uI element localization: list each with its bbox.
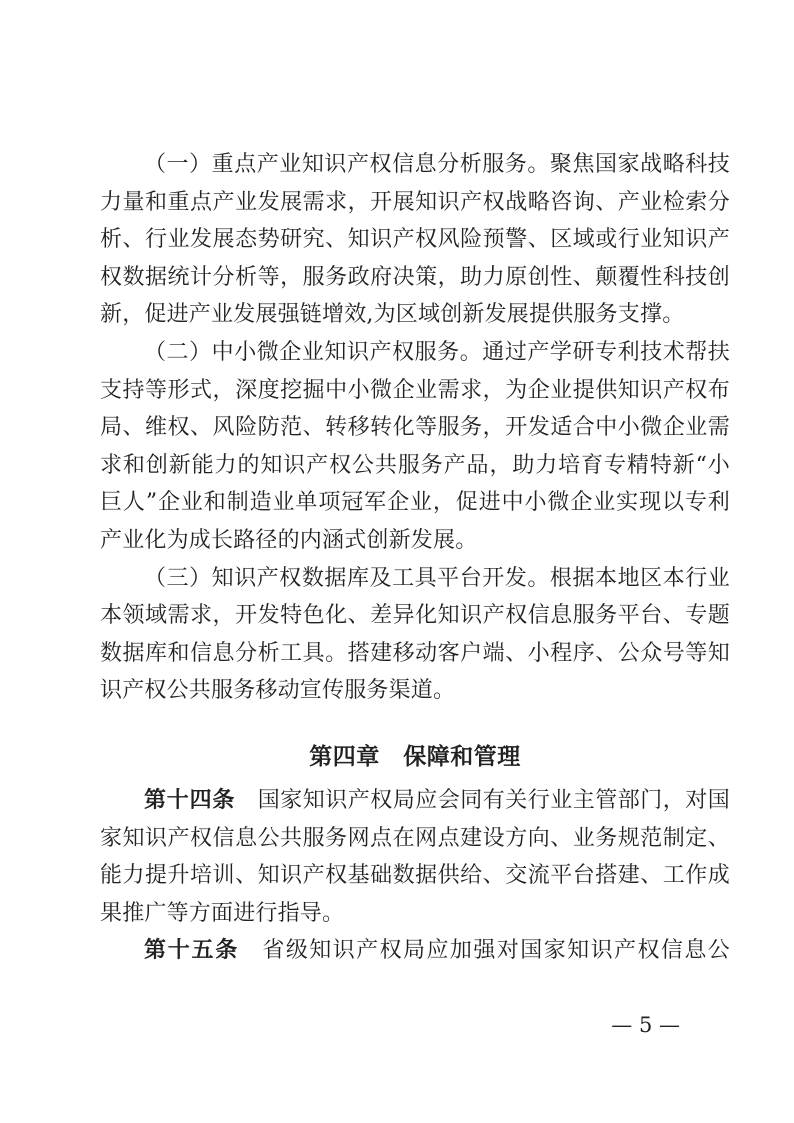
text-line: 求和创新能力的知识产权公共服务产品，助力培育专精特新“小 — [100, 452, 730, 478]
text-line: 数据库和信息分析工具。搭建移动客户端、小程序、公众号等知 — [100, 640, 730, 666]
text-line: （三）知识产权数据库及工具平台开发。根据本地区本行业 — [144, 565, 730, 591]
page-footer — [611, 1012, 680, 1038]
paragraph-article-15 — [100, 932, 730, 970]
text-line: 析、行业发展态势研究、知识产权风险预警、区域或行业知识产 — [100, 227, 730, 253]
chapter-heading: 第四章 保障和管理 — [309, 743, 521, 770]
text-line: 果推广等方面进行指导。 — [100, 900, 345, 926]
text-line: 权数据统计分析等，服务政府决策，助力原创性、颠覆性科技创 — [100, 264, 730, 290]
paragraph-3 — [100, 560, 730, 710]
document-body — [100, 146, 730, 970]
article-first-line: 省级知识产权局应加强对国家知识产权信息公 — [238, 938, 730, 964]
text-line: （一）重点产业知识产权信息分析服务。聚焦国家战略科技 — [144, 152, 730, 177]
text-line — [100, 782, 730, 820]
text-line: 产业化为成长路径的内涵式创新发展。 — [100, 527, 478, 553]
text-line: 力量和重点产业发展需求，开展知识产权战略咨询、产业检索分 — [100, 189, 730, 215]
text-line: 巨人”企业和制造业单项冠军企业，促进中小微企业实现以专利 — [100, 490, 730, 516]
paragraph-article-14 — [100, 782, 730, 932]
text-line: 识产权公共服务移动宣传服务渠道。 — [100, 678, 456, 704]
text-line — [100, 932, 730, 970]
text-line: 局、维权、风险防范、转移转化等服务，开发适合中小微企业需 — [100, 415, 730, 441]
text-line: 本领域需求，开发特色化、差异化知识产权信息服务平台、专题 — [100, 603, 730, 629]
article-number: 第十五条 — [144, 938, 239, 964]
text-line: 家知识产权信息公共服务网点在网点建设方向、业务规范制定、 — [100, 825, 730, 851]
page-number: — 5 — — [611, 1013, 680, 1037]
text-line: 支持等形式，深度挖掘中小微企业需求，为企业提供知识产权布 — [100, 377, 730, 403]
article-number: 第十四条 — [144, 787, 236, 813]
paragraph-2 — [100, 334, 730, 560]
text-line: 能力提升培训、知识产权基础数据供给、交流平台搭建、工作成 — [100, 863, 730, 889]
text-line: （二）中小微企业知识产权服务。通过产学研专利技术帮扶 — [144, 339, 730, 365]
article-first-line: 国家知识产权局应会同有关行业主管部门，对国 — [235, 787, 730, 813]
paragraph-1 — [100, 146, 730, 334]
text-line: 新，促进产业发展强链增效,为区域创新发展提供服务支撑。 — [100, 302, 685, 328]
